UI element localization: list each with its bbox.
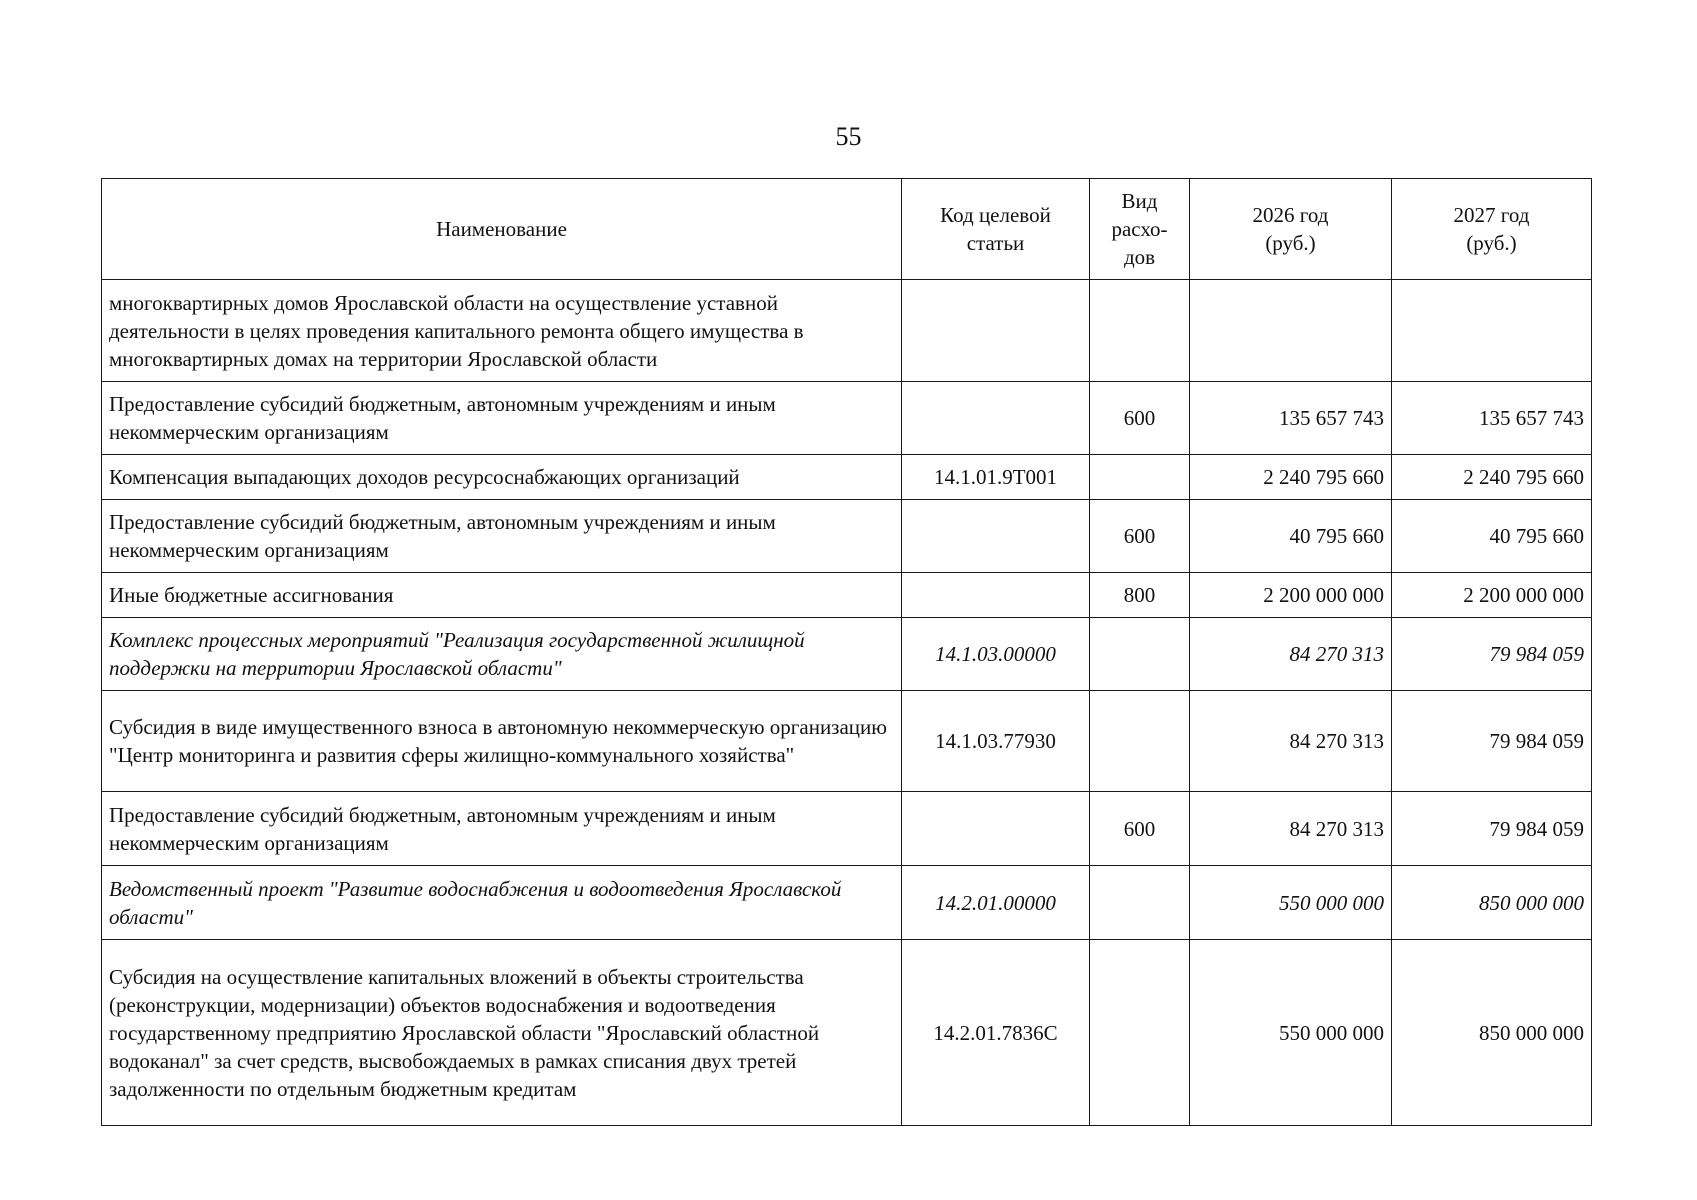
row-code	[902, 280, 1090, 382]
row-name: Компенсация выпадающих доходов ресурсоснабжающих организаций	[102, 455, 902, 500]
row-name: многоквартирных домов Ярославской области на осуществление уставной деятельности в целях проведения капитального ремонта общего имущества в многоквартирных домах на территории Ярославской области	[102, 280, 902, 382]
row-vid	[1090, 866, 1190, 940]
table-row	[102, 691, 1592, 792]
row-2027	[1392, 280, 1592, 382]
row-2026: 84 270 313	[1190, 792, 1392, 866]
row-2027: 79 984 059	[1392, 792, 1592, 866]
header-2026: 2026 год (руб.)	[1190, 179, 1392, 280]
header-2027: 2027 год (руб.)	[1392, 179, 1592, 280]
row-name: Предоставление субсидий бюджетным, автономным учреждениям и иным некоммерческим организациям	[102, 500, 902, 573]
row-vid	[1090, 940, 1190, 1126]
table-row	[102, 618, 1592, 691]
row-vid: 800	[1090, 573, 1190, 618]
table-row	[102, 280, 1592, 382]
table-header-row	[102, 179, 1592, 280]
row-vid: 600	[1090, 500, 1190, 573]
row-code: 14.1.03.77930	[902, 691, 1090, 792]
row-2026: 2 240 795 660	[1190, 455, 1392, 500]
row-vid: 600	[1090, 382, 1190, 455]
row-code: 14.1.03.00000	[902, 618, 1090, 691]
row-name: Предоставление субсидий бюджетным, автономным учреждениям и иным некоммерческим организациям	[102, 792, 902, 866]
row-vid	[1090, 618, 1190, 691]
row-2026: 84 270 313	[1190, 618, 1392, 691]
row-2026: 550 000 000	[1190, 866, 1392, 940]
table-row	[102, 940, 1592, 1126]
row-2027: 2 200 000 000	[1392, 573, 1592, 618]
row-2027: 850 000 000	[1392, 940, 1592, 1126]
row-code	[902, 500, 1090, 573]
row-2026: 550 000 000	[1190, 940, 1392, 1126]
row-2027: 79 984 059	[1392, 691, 1592, 792]
row-code: 14.2.01.7836С	[902, 940, 1090, 1126]
row-2026: 135 657 743	[1190, 382, 1392, 455]
table-row	[102, 866, 1592, 940]
row-name: Субсидия в виде имущественного взноса в автономную некоммерческую организацию "Центр мониторинга и развития сферы жилищно-коммунального хозяйства"	[102, 691, 902, 792]
table-row	[102, 792, 1592, 866]
page-number: 55	[835, 122, 862, 151]
row-code	[902, 792, 1090, 866]
row-name: Комплекс процессных мероприятий "Реализация государственной жилищной поддержки на территории Ярославской области"	[102, 618, 902, 691]
row-name: Предоставление субсидий бюджетным, автономным учреждениям и иным некоммерческим организациям	[102, 382, 902, 455]
row-2027: 850 000 000	[1392, 866, 1592, 940]
row-2027: 135 657 743	[1392, 382, 1592, 455]
table-row	[102, 500, 1592, 573]
row-name: Ведомственный проект "Развитие водоснабжения и водоотведения Ярославской области"	[102, 866, 902, 940]
header-name: Наименование	[102, 179, 902, 280]
budget-table	[101, 178, 1592, 1126]
row-vid: 600	[1090, 792, 1190, 866]
table-row	[102, 573, 1592, 618]
row-2026: 2 200 000 000	[1190, 573, 1392, 618]
row-vid	[1090, 280, 1190, 382]
row-code: 14.1.01.9Т001	[902, 455, 1090, 500]
table-row	[102, 455, 1592, 500]
row-code	[902, 573, 1090, 618]
table-row	[102, 382, 1592, 455]
header-code: Код целевой статьи	[902, 179, 1090, 280]
row-code	[902, 382, 1090, 455]
row-vid	[1090, 455, 1190, 500]
row-2026	[1190, 280, 1392, 382]
row-code: 14.2.01.00000	[902, 866, 1090, 940]
row-2027: 40 795 660	[1392, 500, 1592, 573]
row-2027: 2 240 795 660	[1392, 455, 1592, 500]
row-2027: 79 984 059	[1392, 618, 1592, 691]
row-vid	[1090, 691, 1190, 792]
row-name: Субсидия на осуществление капитальных вложений в объекты строительства (реконструкции, модернизации) объектов водоснабжения и водоотведения государственному предприятию Ярославской области "Ярославский областной водоканал" за счет средств, высвобождаемых в рамках списания двух третей задолженности по отдельным бюджетным кредитам	[102, 940, 902, 1126]
header-vid: Вид расхо-дов	[1090, 179, 1190, 280]
row-2026: 40 795 660	[1190, 500, 1392, 573]
row-2026: 84 270 313	[1190, 691, 1392, 792]
row-name: Иные бюджетные ассигнования	[102, 573, 902, 618]
